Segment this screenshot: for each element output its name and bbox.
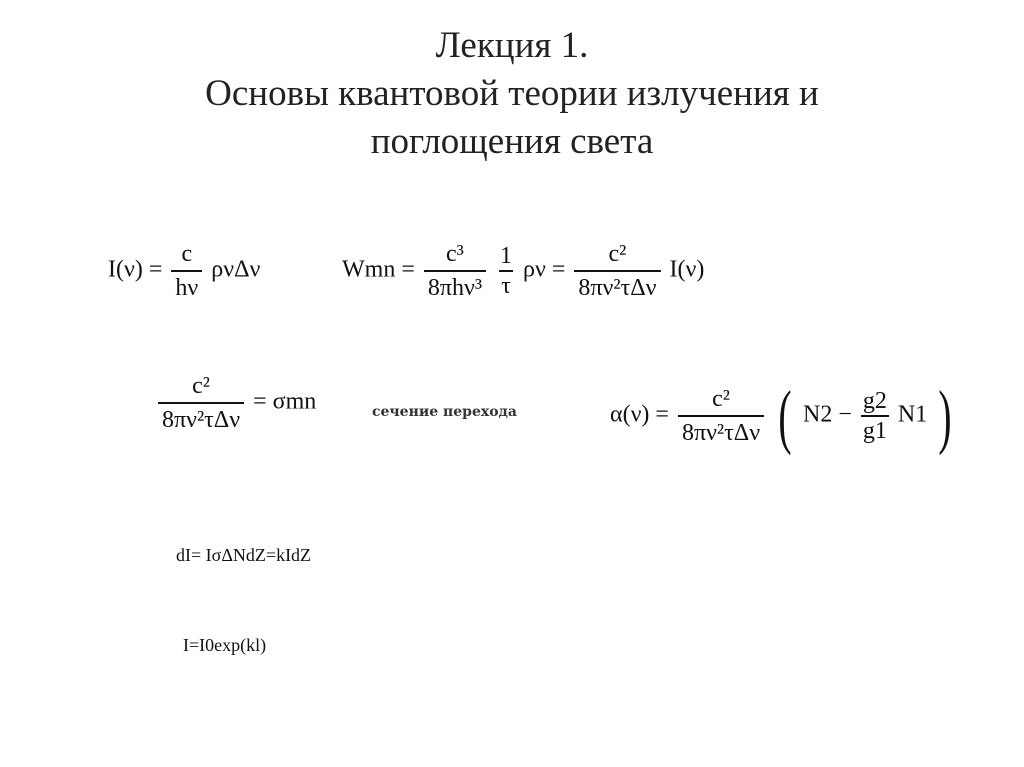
eq1-numerator: c: [181, 241, 193, 267]
eq2-lhs: Wmn =: [342, 256, 415, 283]
eq2-fraction-3: [574, 240, 660, 302]
eq4-g-fraction: [861, 387, 889, 445]
formula-intensity-change: dI= IσΔNdZ=kIdZ: [176, 545, 312, 565]
eq3-fraction: [158, 372, 244, 434]
eq4-right-paren: ): [938, 376, 952, 456]
eq2-denominator-3: 8πν²τΔν: [574, 270, 660, 302]
eq4-denominator: 8πν²τΔν: [678, 415, 764, 447]
eq2-fraction-1: [424, 240, 486, 302]
eq2-tail: I(ν): [669, 256, 705, 283]
slide-title: [0, 22, 1024, 166]
title-line-2: Основы квантовой теории излучения и: [205, 73, 819, 114]
eq4-g-denominator: g1: [861, 415, 889, 445]
eq2-denominator-2: τ: [499, 270, 513, 300]
formula-beer-law: I=I0exp(kl): [183, 635, 267, 655]
eq4-n1: N1: [897, 401, 928, 428]
eq2-numerator-3: c²: [608, 241, 627, 267]
eq1-lhs: I(ν) =: [108, 256, 163, 283]
formula-absorption-coefficient: [610, 376, 957, 456]
eq1-tail: ρνΔν: [211, 256, 261, 283]
eq3-tail: = σmn: [253, 388, 317, 415]
formula-intensity: [108, 240, 260, 302]
eq4-g-numerator: g2: [862, 388, 887, 414]
eq1-fraction: [171, 240, 202, 302]
eq4-left-paren: (: [778, 376, 792, 456]
eq2-numerator-1: c³: [446, 241, 464, 267]
title-line-3: поглощения света: [370, 121, 654, 162]
eq4-numerator: c²: [712, 386, 730, 412]
formula-transition-probability: [342, 240, 704, 302]
eq1-denominator: hν: [171, 270, 202, 302]
eq3-numerator: c²: [192, 373, 210, 399]
eq3-denominator: 8πν²τΔν: [158, 402, 244, 434]
eq2-numerator-2: 1: [500, 243, 513, 269]
eq4-fraction: [678, 385, 764, 447]
eq4-lhs: α(ν) =: [610, 401, 669, 428]
cross-section-label: сечение перехода: [372, 404, 517, 420]
eq2-denominator-1: 8πhν³: [424, 270, 486, 302]
title-line-1: Лекция 1.: [435, 25, 589, 66]
eq2-fraction-2: [498, 242, 514, 300]
formula-cross-section: [155, 372, 316, 434]
eq4-n2: N2 −: [803, 401, 852, 428]
eq2-middle: ρν =: [523, 256, 566, 283]
